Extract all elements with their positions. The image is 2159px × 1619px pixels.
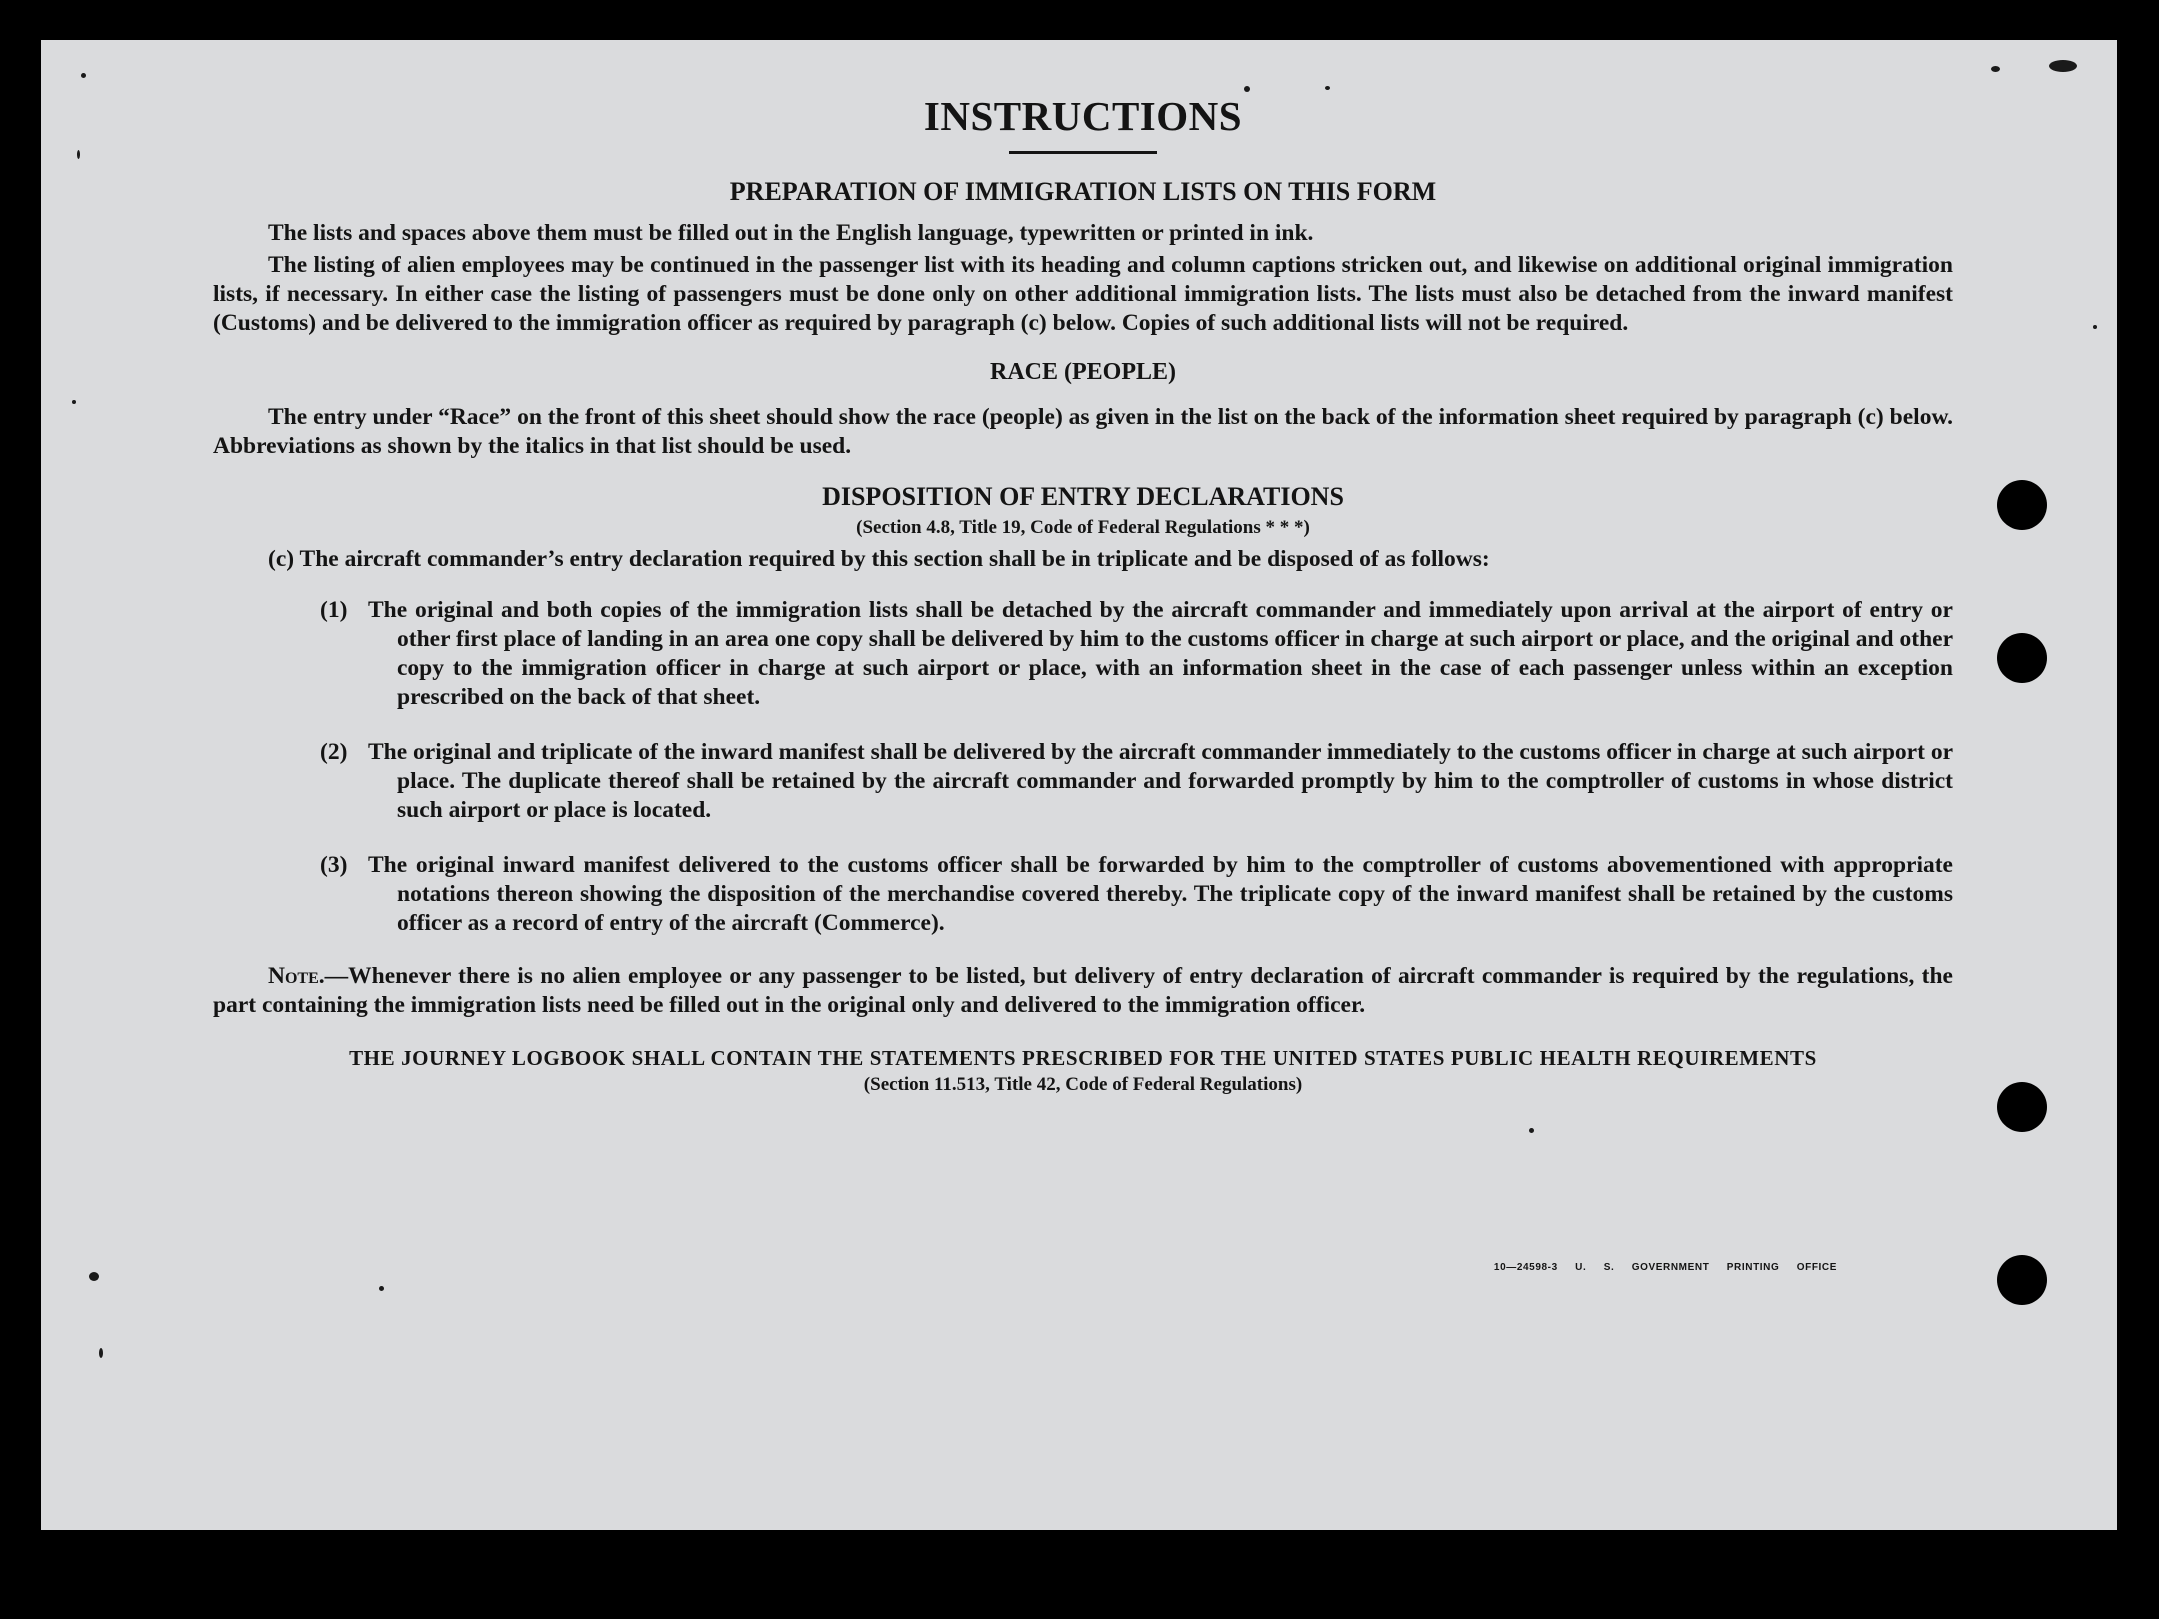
scan-speck xyxy=(1529,1128,1534,1133)
printer-name: U. S. GOVERNMENT PRINTING OFFICE xyxy=(1575,1262,1837,1273)
note-paragraph xyxy=(213,962,1953,1020)
printer-code: 10—24598-3 xyxy=(1493,1262,1558,1273)
preparation-heading: PREPARATION OF IMMIGRATION LISTS ON THIS FORM xyxy=(729,177,1437,207)
list-item-number: (2) xyxy=(320,739,348,766)
list-item xyxy=(213,851,1953,938)
scan-speck xyxy=(2093,325,2097,329)
scan-speck xyxy=(77,150,80,159)
list-item-text: The original and triplicate of the inward manifest shall be delivered by the aircraft commander immediately to the customs officer in charge at such airport or place. The duplicate thereof shall be retained by the aircraft commander and forwarded promptly by him to the comptroller of customs in whose district such airport or place is located. xyxy=(368,739,1953,824)
race-paragraph: The entry under “Race” on the front of this sheet should show the race (people) as given in the list on the back of the information sheet required by paragraph (c) below. Abbreviations as shown by the italics in that list should be used. xyxy=(213,404,1953,460)
clause-c: (c) The aircraft commander’s entry declaration required by this section shall be in triplicate and be disposed of as follows: xyxy=(268,546,1490,573)
race-heading: RACE (PEOPLE) xyxy=(990,359,1176,386)
scan-speck xyxy=(379,1286,384,1291)
scan-speck xyxy=(81,73,86,78)
list-item-text: The original and both copies of the immigration lists shall be detached by the aircraft commander and immediately upon arrival at the airport of entry or other first place of landing in an area one copy shall be delivered by him to the customs officer in charge at such airport or place, and the original and other copy to the immigration officer in charge at such airport or place, with an information sheet in the case of each passenger unless within an exception prescribed on the back of that sheet. xyxy=(368,597,1953,711)
list-item xyxy=(213,738,1953,825)
list-item-text: The original inward manifest delivered to the customs officer shall be forwarded by him to the comptroller of customs abovementioned with appropriate notations thereon showing the disposition of the merchandise covered thereby. The triplicate copy of the inward manifest shall be retained by the customs officer as a record of entry of the aircraft (Commerce). xyxy=(368,852,1953,937)
list-item-number: (3) xyxy=(320,852,348,879)
disposition-heading: DISPOSITION OF ENTRY DECLARATIONS xyxy=(822,482,1344,512)
punch-hole xyxy=(1997,1082,2047,1132)
scan-speck xyxy=(89,1272,99,1281)
list-item-number: (1) xyxy=(320,597,348,624)
title-underline xyxy=(1009,151,1157,154)
page-title: INSTRUCTIONS xyxy=(923,93,1243,139)
punch-hole xyxy=(1997,1255,2047,1305)
preparation-paragraph-1: The lists and spaces above them must be filled out in the English language, typewritten or printed in ink. xyxy=(268,220,1314,247)
printer-imprint xyxy=(1494,1262,1837,1273)
scan-speck xyxy=(2049,60,2077,72)
list-item xyxy=(213,596,1953,712)
disposition-citation: (Section 4.8, Title 19, Code of Federal Regulations * * *) xyxy=(856,517,1310,539)
logbook-citation: (Section 11.513, Title 42, Code of Federal Regulations) xyxy=(863,1074,1303,1096)
punch-hole xyxy=(1997,633,2047,683)
document-sheet xyxy=(41,40,2117,1530)
note-text: —Whenever there is no alien employee or any passenger to be listed, but delivery of entry declaration of aircraft commander is required by the regulations, the part containing the immigration lists need be filled out in the original only and delivered to the immigration officer. xyxy=(213,963,1953,1019)
instructions-body xyxy=(213,92,1953,1098)
scan-speck xyxy=(72,400,76,404)
scan-speck xyxy=(1325,86,1330,90)
scan-speck xyxy=(99,1348,103,1358)
punch-hole xyxy=(1997,480,2047,530)
scan-speck xyxy=(1991,66,2000,72)
note-label: Note. xyxy=(268,963,325,990)
preparation-paragraph-2: The listing of alien employees may be continued in the passenger list with its heading and column captions stricken out, and likewise on additional original immigration lists, if necessary. In either case the listing of passengers must be done only on other additional immigration lists. The lists must also be detached from the inward manifest (Customs) and be delivered to the immigration officer as required by paragraph (c) below. Copies of such additional lists will not be required. xyxy=(213,252,1953,337)
logbook-statement: THE JOURNEY LOGBOOK SHALL CONTAIN THE STATEMENTS PRESCRIBED FOR THE UNITED STATES PUBLIC HEALTH REQUIREMENTS xyxy=(349,1046,1817,1071)
